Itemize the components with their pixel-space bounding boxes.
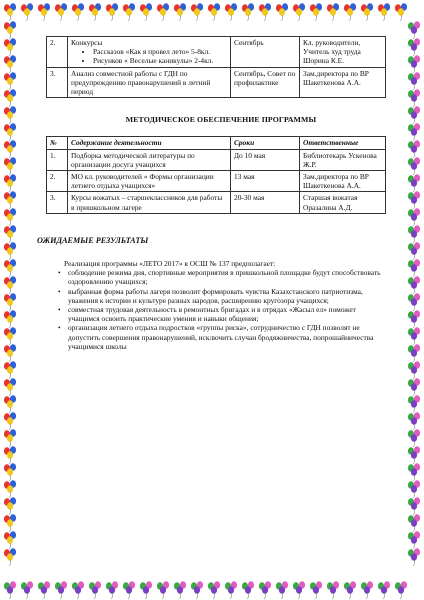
balloon-icon xyxy=(408,548,420,566)
cell-num: 1. xyxy=(47,149,68,170)
balloon-icon xyxy=(408,21,420,39)
balloon-icon xyxy=(408,242,420,260)
balloon-icon xyxy=(408,531,420,549)
activities-table-continued xyxy=(46,36,386,98)
list-item: • совместная трудовая деятельность в ремонтных бригадах и в отрядах «Жасыл ел» поможет учащимся освоить практические умения и навыки общения; xyxy=(68,305,386,323)
balloon-icon xyxy=(72,3,84,21)
balloon-icon xyxy=(361,581,373,599)
cell-responsible: Зам.директора по ВР Шакеткенова А.А. xyxy=(300,171,386,192)
balloon-icon xyxy=(4,463,16,481)
balloon-icon xyxy=(55,581,67,599)
balloon-icon xyxy=(408,276,420,294)
balloon-icon xyxy=(310,581,322,599)
balloon-icon xyxy=(4,293,16,311)
balloon-icon xyxy=(408,55,420,73)
balloon-icon xyxy=(310,3,322,21)
balloon-icon xyxy=(408,429,420,447)
balloon-icon xyxy=(140,3,152,21)
cell-deadline: Сентябрь, Совет по профилактике xyxy=(231,67,300,98)
cell-content xyxy=(68,37,231,68)
balloon-icon xyxy=(38,3,50,21)
balloon-icon xyxy=(4,480,16,498)
balloon-icon xyxy=(408,157,420,175)
balloon-icon xyxy=(259,3,271,21)
balloon-icon xyxy=(4,276,16,294)
cell-content: МО кл. руководителей « Формы организации летнего отдыха учащихся» xyxy=(68,171,231,192)
balloon-icon xyxy=(38,581,50,599)
table-row xyxy=(47,37,386,68)
cell-bullet-list xyxy=(71,47,227,65)
list-item: • организация летнего отдыха подростков «группы риска», сотрудничество с ГДН позволят не допустить совершения правонарушений, исключить случаи бродяжничества, попрошайничества учащимися школы xyxy=(68,323,386,351)
balloon-icon xyxy=(4,208,16,226)
list-item: • Рассказов «Как я провел лето» 5-8кл. xyxy=(93,47,227,56)
balloon-icon xyxy=(327,581,339,599)
balloon-icon xyxy=(157,3,169,21)
balloon-icon xyxy=(408,412,420,430)
balloon-icon xyxy=(259,581,271,599)
balloon-icon xyxy=(4,225,16,243)
balloon-icon xyxy=(327,3,339,21)
balloon-icon xyxy=(4,344,16,362)
balloon-icon xyxy=(344,3,356,21)
balloon-icon xyxy=(4,89,16,107)
balloon-icon xyxy=(89,3,101,21)
balloon-icon xyxy=(361,3,373,21)
balloon-icon xyxy=(408,225,420,243)
balloon-icon xyxy=(408,140,420,158)
cell-content xyxy=(68,67,231,98)
balloon-icon xyxy=(4,514,16,532)
balloon-icon xyxy=(408,72,420,90)
balloon-icon xyxy=(4,412,16,430)
balloon-icon xyxy=(293,3,305,21)
balloon-icon xyxy=(395,581,407,599)
balloon-icon xyxy=(408,38,420,56)
balloon-icon xyxy=(140,581,152,599)
balloon-icon xyxy=(408,123,420,141)
table-row xyxy=(47,67,386,98)
balloon-icon xyxy=(4,395,16,413)
balloon-icon xyxy=(378,581,390,599)
balloon-icon xyxy=(293,581,305,599)
cell-deadline: Сентябрь xyxy=(231,37,300,68)
header-num: № xyxy=(47,137,68,149)
method-section-title: МЕТОДИЧЕСКОЕ ОБЕСПЕЧЕНИЕ ПРОГРАММЫ xyxy=(125,115,317,125)
balloon-icon xyxy=(395,3,407,21)
balloon-icon xyxy=(208,581,220,599)
cell-num: 3. xyxy=(47,67,68,98)
balloon-icon xyxy=(408,514,420,532)
cell-num: 2. xyxy=(47,37,68,68)
balloon-icon xyxy=(408,446,420,464)
header-responsible: Ответственные xyxy=(300,137,386,149)
balloon-icon xyxy=(408,463,420,481)
balloon-icon xyxy=(55,3,67,21)
list-item: • выбранная форма работы лагеря позволит формировать чувства Казахстанского патриотизма, уважения к истории и культуре разных народов, расширению кругозора учащихся; xyxy=(68,287,386,305)
header-content: Содержание деятельности xyxy=(68,137,231,149)
balloon-icon xyxy=(4,429,16,447)
cell-responsible: Зам.директора по ВР Шакеткенова А.А. xyxy=(300,67,386,98)
cell-content-text: Конкурсы xyxy=(71,38,103,47)
cell-content: Подборка методической литературы по организации досуга учащихся xyxy=(68,149,231,170)
balloon-icon xyxy=(408,259,420,277)
balloon-icon xyxy=(4,21,16,39)
cell-content: Курсы вожатых – старшеклассников для работы в пришкольном лагере xyxy=(68,192,231,213)
balloon-icon xyxy=(4,55,16,73)
balloon-icon xyxy=(4,106,16,124)
balloon-icon xyxy=(242,581,254,599)
cell-content-text: Анализ совместной работы с ГДН по предупреждению правонарушений в летний период xyxy=(71,68,211,97)
balloon-icon xyxy=(4,242,16,260)
balloon-icon xyxy=(408,310,420,328)
balloon-icon xyxy=(4,174,16,192)
balloon-icon xyxy=(4,327,16,345)
cell-responsible: Кл. руководители, Учитель худ труда Шорина К.Е. xyxy=(300,37,386,68)
balloon-icon xyxy=(191,3,203,21)
balloon-icon xyxy=(4,157,16,175)
balloon-icon xyxy=(4,259,16,277)
list-item: • соблюдение режима дня, спортивные мероприятия в пришкольной площадке будут способствовать оздоровлению учащихся; xyxy=(68,268,386,286)
balloon-icon xyxy=(4,310,16,328)
balloon-icon xyxy=(4,72,16,90)
balloon-icon xyxy=(408,174,420,192)
cell-deadline: 13 мая xyxy=(231,171,300,192)
balloon-icon xyxy=(408,344,420,362)
balloon-icon xyxy=(408,395,420,413)
balloon-icon xyxy=(4,123,16,141)
balloon-icon xyxy=(276,3,288,21)
balloon-icon xyxy=(4,3,16,21)
cell-responsible: Старшая вожатая Оразалина А.Д. xyxy=(300,192,386,213)
table-row xyxy=(47,171,386,192)
balloon-icon xyxy=(89,581,101,599)
table-header-row xyxy=(47,137,386,149)
balloon-icon xyxy=(191,581,203,599)
results-list xyxy=(46,268,386,351)
balloon-icon xyxy=(4,140,16,158)
balloon-icon xyxy=(174,3,186,21)
balloon-icon xyxy=(4,531,16,549)
balloon-icon xyxy=(242,3,254,21)
balloon-icon xyxy=(4,497,16,515)
table-row xyxy=(47,192,386,213)
page-content xyxy=(37,36,386,351)
balloon-icon xyxy=(408,208,420,226)
balloon-icon xyxy=(4,581,16,599)
balloon-icon xyxy=(408,191,420,209)
balloon-icon xyxy=(408,293,420,311)
balloon-icon xyxy=(378,3,390,21)
balloon-icon xyxy=(4,38,16,56)
balloon-icon xyxy=(344,581,356,599)
cell-responsible: Библиотекарь Ускенова Ж.Р. xyxy=(300,149,386,170)
balloon-icon xyxy=(123,581,135,599)
balloon-icon xyxy=(225,581,237,599)
balloon-icon xyxy=(174,581,186,599)
cell-num: 2. xyxy=(47,171,68,192)
balloon-icon xyxy=(408,480,420,498)
balloon-icon xyxy=(4,446,16,464)
header-deadline: Сроки xyxy=(231,137,300,149)
balloon-icon xyxy=(4,191,16,209)
method-table xyxy=(46,136,386,213)
results-title: ОЖИДАЕМЫЕ РЕЗУЛЬТАТЫ xyxy=(37,235,149,245)
balloon-icon xyxy=(106,581,118,599)
balloon-icon xyxy=(408,327,420,345)
list-item: • Рисунков « Веселые каникулы» 2-4кл. xyxy=(93,56,227,65)
balloon-icon xyxy=(408,378,420,396)
balloon-icon xyxy=(4,378,16,396)
balloon-icon xyxy=(208,3,220,21)
results-intro: Реализация программы «ЛЕТО 2017» в ОСШ № 137 предполагает: xyxy=(64,259,276,269)
balloon-icon xyxy=(276,581,288,599)
balloon-icon xyxy=(408,106,420,124)
balloon-icon xyxy=(72,581,84,599)
cell-deadline: До 10 мая xyxy=(231,149,300,170)
cell-deadline: 20-30 мая xyxy=(231,192,300,213)
balloon-icon xyxy=(408,361,420,379)
balloon-icon xyxy=(4,361,16,379)
balloon-icon xyxy=(408,497,420,515)
balloon-icon xyxy=(21,3,33,21)
table-row xyxy=(47,149,386,170)
balloon-icon xyxy=(106,3,118,21)
balloon-icon xyxy=(157,581,169,599)
balloon-icon xyxy=(123,3,135,21)
cell-num: 3. xyxy=(47,192,68,213)
balloon-icon xyxy=(21,581,33,599)
balloon-icon xyxy=(4,548,16,566)
balloon-icon xyxy=(408,89,420,107)
balloon-icon xyxy=(225,3,237,21)
